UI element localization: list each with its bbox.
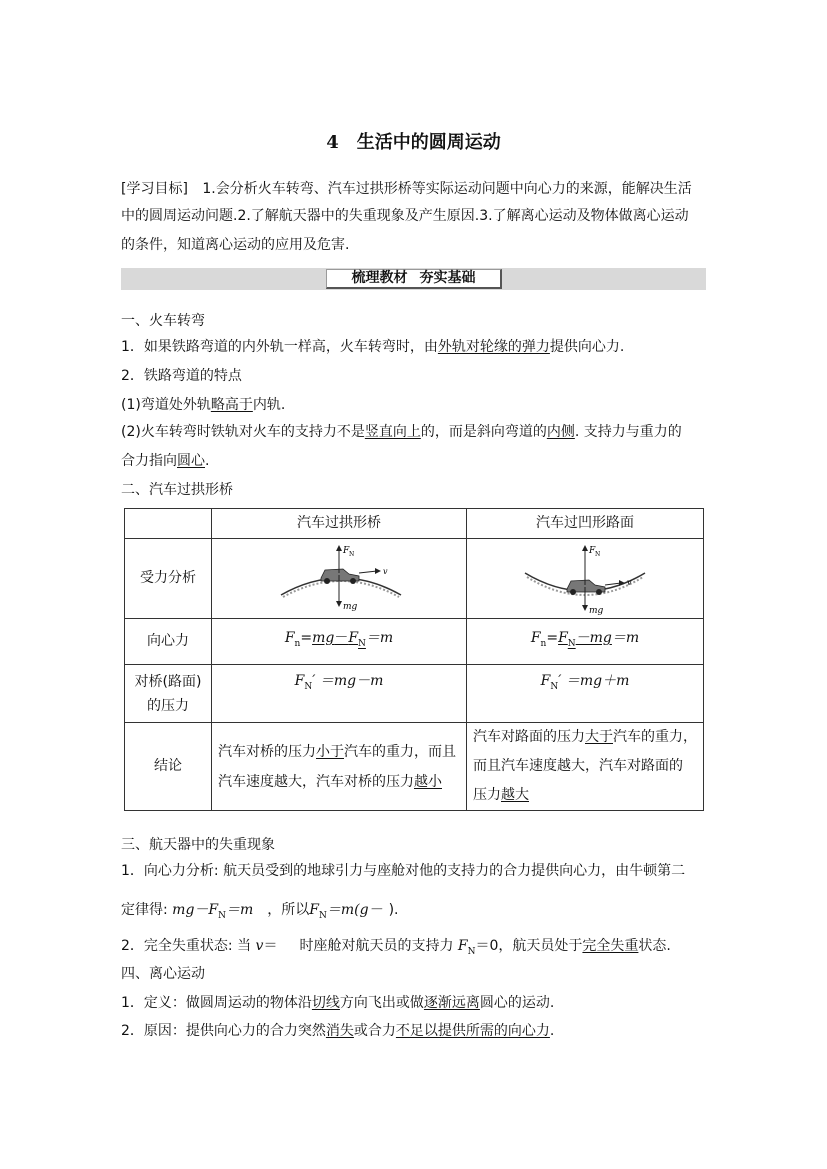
section-2-heading: 二、汽车过拱形桥 xyxy=(121,482,233,498)
concave-road-conclusion: 汽车对路面的压力大于汽车的重力， 而且汽车速度越大，汽车对路面的 压力越大 xyxy=(467,723,704,811)
normal-force-label: F xyxy=(589,545,596,556)
section-4-heading: 四、离心运动 xyxy=(121,966,205,982)
comparison-table xyxy=(124,508,704,811)
answer-blank: 小于 xyxy=(316,743,344,760)
section-banner xyxy=(121,268,706,290)
banner-right: 夯实基础 xyxy=(419,270,476,286)
table-row xyxy=(125,619,704,665)
s1-paragraph-5: 合力指向圆心. xyxy=(121,453,210,469)
arch-bridge-centripetal-formula: $F_n=mg-F_N=m$ xyxy=(212,619,467,665)
arch-bridge-force-diagram xyxy=(269,543,409,615)
s3-paragraph-2: 定律得: $mg-F_N=m$ ，所以$F_N=m(g-$ ). xyxy=(121,902,399,921)
answer-blank: 越大 xyxy=(501,787,529,803)
answer-blank: 竖直向上 xyxy=(364,424,421,440)
banner-box xyxy=(326,269,502,289)
table-row xyxy=(125,723,704,811)
section-title: 生活中的圆周运动 xyxy=(356,132,501,153)
page-title xyxy=(0,128,827,154)
row-label-centripetal-force: 向心力 xyxy=(125,619,212,665)
s3-paragraph-3: 2．完全失重状态: 当 v＝ 时座舱对航天员的支持力 $F_N=0$，航天员处于完全失重状态. xyxy=(121,938,671,957)
section-1-heading: 一、火车转弯 xyxy=(121,313,205,329)
svg-text:N: N xyxy=(595,550,601,558)
learning-goals-tag: [学习目标] xyxy=(121,181,188,197)
arch-bridge-conclusion: 汽车对桥的压力小于汽车的重力，而且 汽车速度越大，汽车对桥的压力越小 xyxy=(212,723,467,811)
concave-road-centripetal-formula: $F_n=F_N-mg=m$ xyxy=(467,619,704,665)
gravity-label: mg xyxy=(343,601,358,612)
answer-blank: 越小 xyxy=(414,773,442,790)
normal-force-label: F xyxy=(343,545,350,556)
row-label-conclusion: 结论 xyxy=(125,723,212,811)
row-label-pressure: 对桥(路面) 的压力 xyxy=(125,665,212,723)
car-icon xyxy=(567,580,605,595)
answer-blank: 内侧 xyxy=(546,424,575,440)
answer-blank: 完全失重 xyxy=(582,938,639,954)
answer-blank: 不足以提供所需的向心力 xyxy=(395,1023,550,1039)
column-header-concave-road: 汽车过凹形路面 xyxy=(467,509,704,539)
s1-paragraph-4: (2)火车转弯时铁轨对火车的支持力不是竖直向上的，而是斜向弯道的内侧. 支持力与重力的 xyxy=(121,424,682,440)
learning-goals-line-3: 的条件，知道离心运动的应用及危害. xyxy=(121,237,350,253)
learning-goals-line-1: [学习目标] 1.会分析火车转弯、汽车过拱形桥等实际运动问题中向心力的来源，能解决生活 xyxy=(121,181,692,197)
s4-paragraph-2: 2．原因：提供向心力的合力突然消失或合力不足以提供所需的向心力. xyxy=(121,1023,555,1039)
s3-paragraph-1: 1．向心力分析: 航天员受到的地球引力与座舱对他的支持力的合力提供向心力，由牛顿第二 xyxy=(121,863,686,879)
velocity-label: v xyxy=(383,566,388,576)
svg-text:N: N xyxy=(349,550,355,558)
banner-left: 梳理教材 xyxy=(351,270,408,286)
arch-bridge-figure-cell xyxy=(212,539,467,619)
answer-blank: 消失 xyxy=(325,1023,354,1039)
s4-paragraph-1: 1．定义：做圆周运动的物体沿切线方向飞出或做逐渐远离圆心的运动. xyxy=(121,995,555,1011)
velocity-label: v xyxy=(627,577,632,587)
s1-paragraph-3: (1)弯道处外轨略高于内轨. xyxy=(121,397,286,413)
answer-blank: 大于 xyxy=(585,729,613,745)
answer-blank: 略高于 xyxy=(210,397,253,413)
answer-blank: 外轨对轮缘的弹力 xyxy=(437,339,550,355)
answer-blank: 圆心 xyxy=(177,453,205,469)
row-label-force-analysis: 受力分析 xyxy=(125,539,212,619)
car-icon xyxy=(321,569,359,584)
section-number: 4 xyxy=(326,132,339,153)
answer-blank: 切线 xyxy=(311,995,340,1011)
table-row xyxy=(125,509,704,539)
concave-road-pressure-formula: $F_N' =mg+m$ xyxy=(467,665,704,723)
answer-blank: 逐渐远离 xyxy=(423,995,480,1011)
concave-road-force-diagram xyxy=(515,543,655,615)
s1-paragraph-1: 1．如果铁路弯道的内外轨一样高，火车转弯时，由外轨对轮缘的弹力提供向心力. xyxy=(121,339,625,355)
learning-goals-line-2: 中的圆周运动问题.2.了解航天器中的失重现象及产生原因.3.了解离心运动及物体做离心运动 xyxy=(121,208,689,224)
s1-paragraph-2: 2．铁路弯道的特点 xyxy=(121,368,242,384)
column-header-arch-bridge: 汽车过拱形桥 xyxy=(212,509,467,539)
arch-bridge-pressure-formula: $F_N' =mg-m$ xyxy=(212,665,467,723)
section-3-heading: 三、航天器中的失重现象 xyxy=(121,837,275,853)
table-row xyxy=(125,539,704,619)
gravity-label: mg xyxy=(589,605,604,615)
concave-road-figure-cell xyxy=(467,539,704,619)
table-row xyxy=(125,665,704,723)
